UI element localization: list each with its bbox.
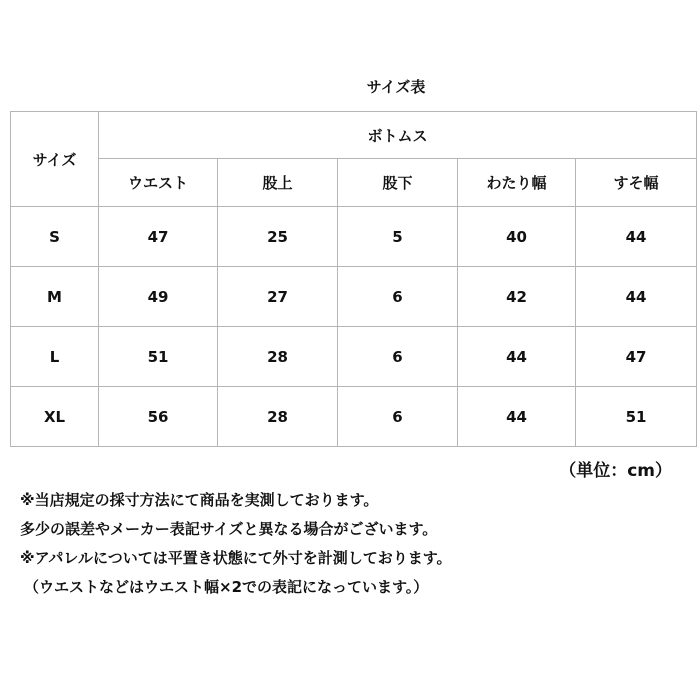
- table-cell: 44: [576, 267, 697, 327]
- note-line: ※当店規定の採寸方法にて商品を実測しております。: [20, 491, 379, 509]
- column-header-thigh: わたり幅: [458, 159, 576, 207]
- size-label: M: [11, 267, 99, 327]
- column-header-waist: ウエスト: [99, 159, 218, 207]
- table-cell: 6: [338, 387, 458, 447]
- note-line: 多少の誤差やメーカー表記サイズと異なる場合がございます。: [20, 520, 438, 538]
- table-cell: 44: [576, 207, 697, 267]
- table-row: [11, 207, 697, 267]
- table-cell: 47: [576, 327, 697, 387]
- table-cell: 5: [338, 207, 458, 267]
- table-cell: 27: [218, 267, 338, 327]
- table-cell: 40: [458, 207, 576, 267]
- table-cell: 47: [99, 207, 218, 267]
- column-header-hem: すそ幅: [576, 159, 697, 207]
- table-cell: 51: [576, 387, 697, 447]
- unit-note: （単位：cm）: [559, 461, 672, 481]
- table-row: [11, 267, 697, 327]
- size-label: S: [11, 207, 99, 267]
- table-cell: 42: [458, 267, 576, 327]
- table-cell: 28: [218, 327, 338, 387]
- table-row: [11, 327, 697, 387]
- table-cell: 56: [99, 387, 218, 447]
- size-label: XL: [11, 387, 99, 447]
- table-cell: 49: [99, 267, 218, 327]
- note-line: ※アパレルについては平置き状態にて外寸を計測しております。: [20, 549, 452, 567]
- column-header-row: [11, 159, 697, 207]
- table-cell: 6: [338, 327, 458, 387]
- table-header-row: [11, 112, 697, 159]
- group-header: ボトムス: [99, 112, 697, 159]
- table-cell: 28: [218, 387, 338, 447]
- note-line: （ウエストなどはウエスト幅×2での表記になっています。）: [24, 578, 429, 596]
- table-cell: 6: [338, 267, 458, 327]
- size-table: [10, 111, 697, 447]
- table-cell: 51: [99, 327, 218, 387]
- column-header-rise: 股上: [218, 159, 338, 207]
- table-cell: 25: [218, 207, 338, 267]
- column-header-inseam: 股下: [338, 159, 458, 207]
- table-cell: 44: [458, 387, 576, 447]
- size-header: サイズ: [11, 112, 99, 207]
- size-label: L: [11, 327, 99, 387]
- table-cell: 44: [458, 327, 576, 387]
- notes-block: [20, 486, 692, 602]
- table-row: [11, 387, 697, 447]
- page-title: サイズ表: [366, 78, 426, 96]
